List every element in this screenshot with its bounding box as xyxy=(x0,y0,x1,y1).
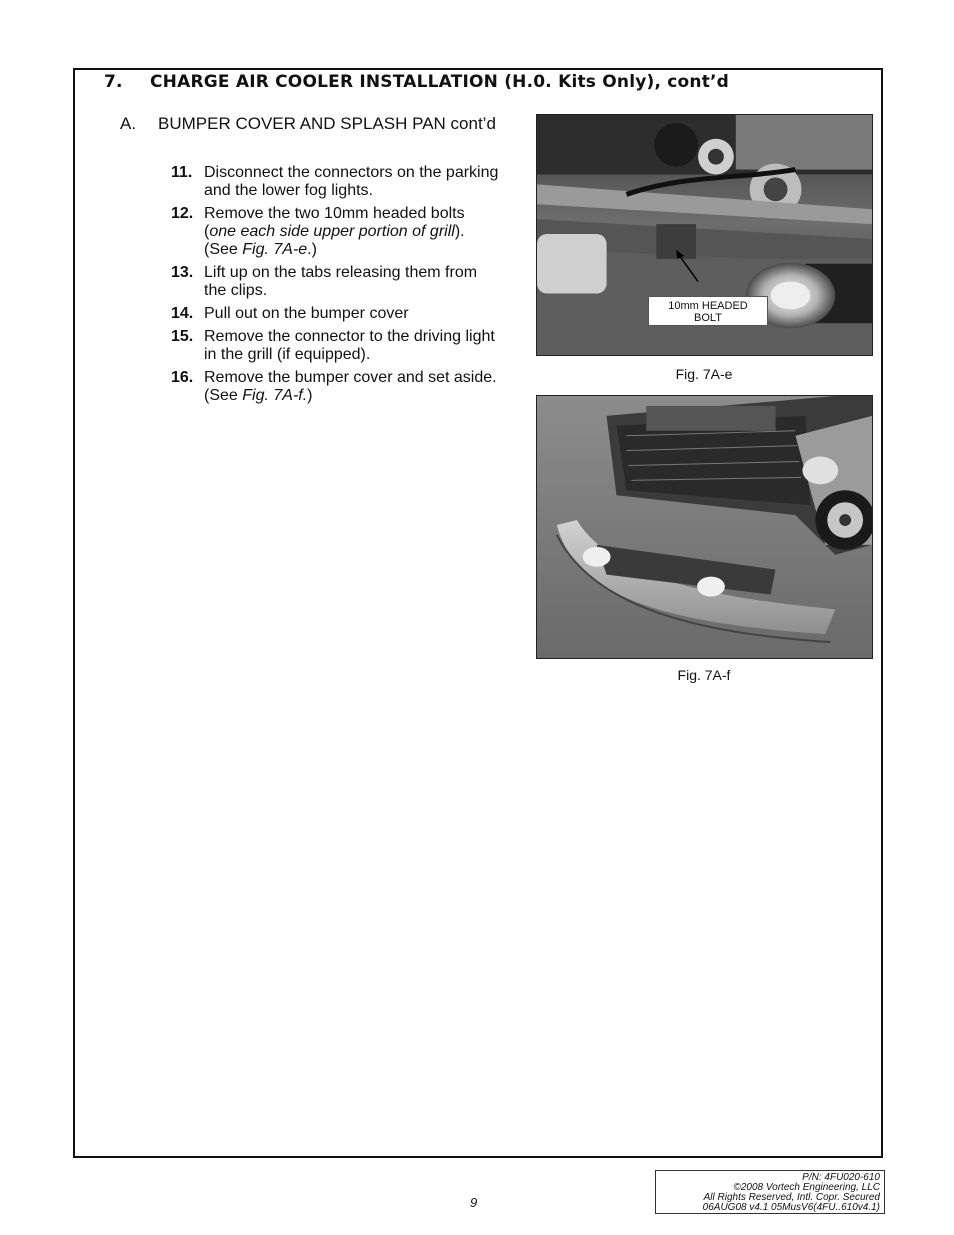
instruction-steps xyxy=(171,164,531,410)
section-title: CHARGE AIR COOLER INSTALLATION (H.0. Kits Only), cont’d xyxy=(150,72,730,92)
step-text-continued: (one each side upper portion of grill). xyxy=(204,223,465,240)
figure-7a-f-photo xyxy=(536,395,873,659)
figure-caption-7a-e: Fig. 7A-e xyxy=(675,366,733,382)
figure-caption-7a-f: Fig. 7A-f xyxy=(677,667,731,683)
step-text-continued: the clips. xyxy=(204,282,268,299)
step-number: 12. xyxy=(171,205,194,222)
step-16 xyxy=(171,369,531,405)
bolt-callout-label: 10mm HEADED BOLT xyxy=(648,296,768,326)
step-text: Remove the bumper cover and set aside. xyxy=(204,369,497,386)
step-number: 14. xyxy=(171,305,194,322)
step-text: Remove the connector to the driving light xyxy=(204,328,495,345)
page-number: 9 xyxy=(470,1195,478,1210)
step-13 xyxy=(171,264,531,300)
part-number: P/N: 4FU020-610 xyxy=(802,1172,880,1183)
step-text: Lift up on the tabs releasing them from xyxy=(204,264,478,281)
subsection-heading xyxy=(120,114,496,134)
step-14 xyxy=(171,305,531,323)
step-11 xyxy=(171,164,531,200)
step-emphasis: one each side upper portion of grill xyxy=(209,223,455,240)
step-text: Remove the two 10mm headed bolts xyxy=(204,205,465,222)
step-number: 15. xyxy=(171,328,194,345)
step-12 xyxy=(171,205,531,259)
section-heading xyxy=(104,72,729,92)
revision-code: 06AUG08 v4.1 05MusV6(4FU..610v4.1) xyxy=(702,1202,880,1213)
step-text: Pull out on the bumper cover xyxy=(204,305,409,322)
step-number: 16. xyxy=(171,369,194,386)
step-15 xyxy=(171,328,531,364)
step-text-continued: in the grill (if equipped). xyxy=(204,346,371,363)
step-text: Disconnect the connectors on the parking xyxy=(204,164,499,181)
footer-info-box xyxy=(655,1170,885,1214)
step-number: 11. xyxy=(171,164,193,181)
step-figure-ref: (See Fig. 7A-f.) xyxy=(204,387,313,404)
step-number: 13. xyxy=(171,264,194,281)
step-figure-ref: (See Fig. 7A-e.) xyxy=(204,241,317,258)
copyright: ©2008 Vortech Engineering, LLC xyxy=(733,1182,880,1193)
subsection-title: BUMPER COVER AND SPLASH PAN cont’d xyxy=(158,114,496,133)
rights-notice: All Rights Reserved, Intl. Copr. Secured xyxy=(703,1192,880,1203)
section-number: 7. xyxy=(104,72,123,92)
subsection-letter: A. xyxy=(120,114,137,133)
figure-reference: Fig. 7A-e xyxy=(242,241,308,258)
figure-reference: Fig. 7A-f. xyxy=(242,387,308,404)
step-text-continued: and the lower fog lights. xyxy=(204,182,373,199)
